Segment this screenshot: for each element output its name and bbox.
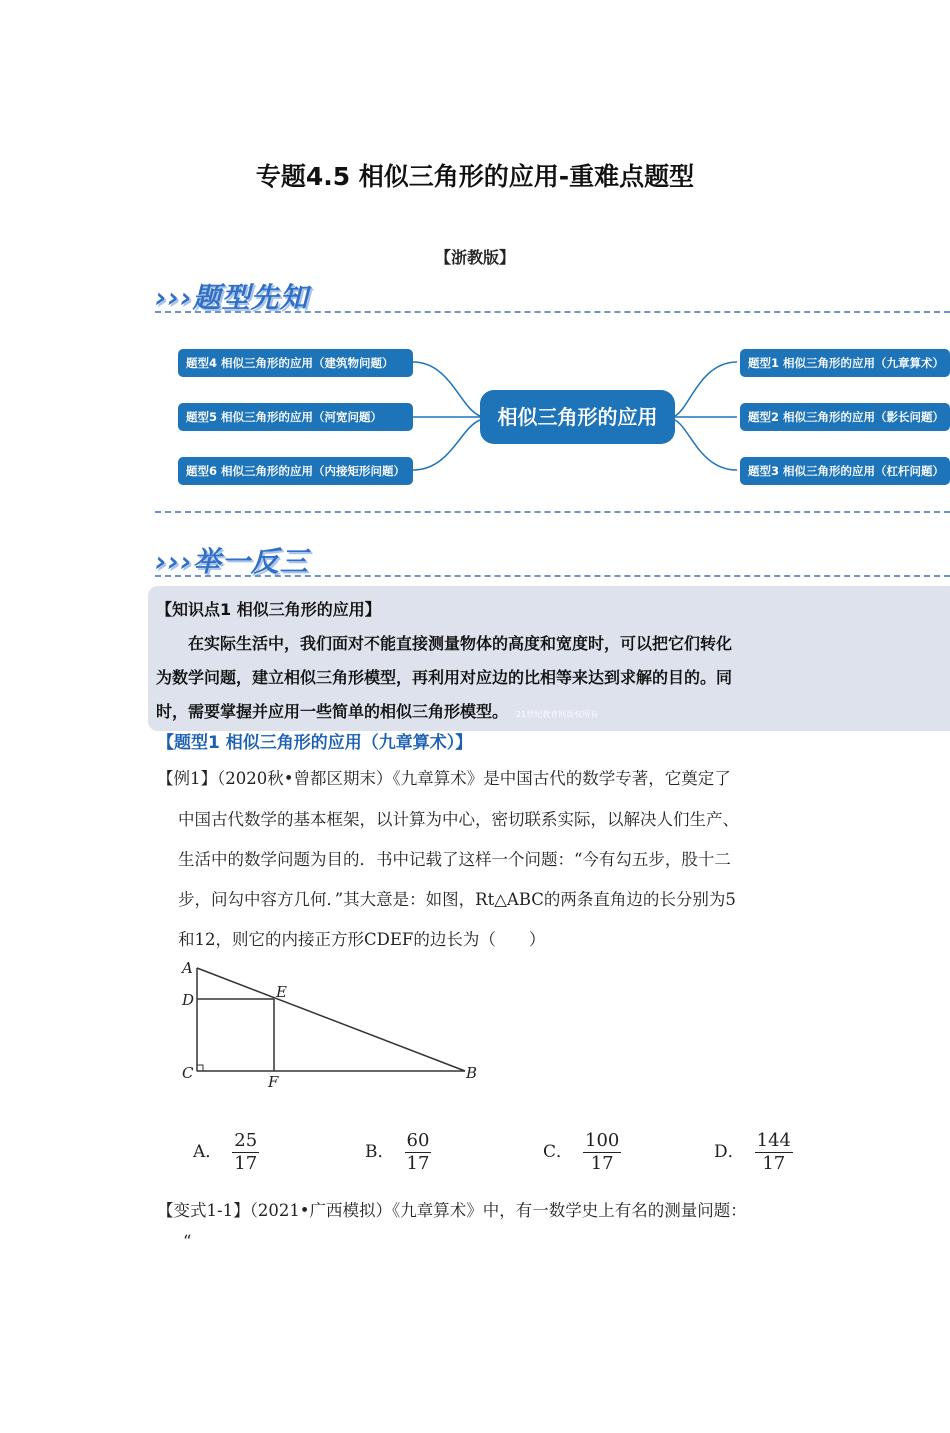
knowledge-line: 为数学问题，建立相似三角形模型，再利用对应边的比相等来达到求解的目的。同 <box>156 668 733 687</box>
fraction <box>755 1130 793 1175</box>
question-type-heading: 【题型1 相似三角形的应用（九章算术）】 <box>157 733 473 753</box>
page-title: 专题4.5 相似三角形的应用-重难点题型 <box>255 162 695 191</box>
banner-preview: ›››题型先知 <box>155 281 309 314</box>
denominator: 17 <box>762 1153 786 1174</box>
mindmap-node-type2: 题型2 相似三角形的应用（影长问题） <box>740 403 950 431</box>
mindmap-node-type5: 题型5 相似三角形的应用（河宽问题） <box>178 403 413 431</box>
option-label: A． <box>193 1142 223 1162</box>
option-c[interactable] <box>543 1130 621 1175</box>
mindmap-node-type6: 题型6 相似三角形的应用（内接矩形问题） <box>178 457 413 485</box>
variant-line: 【变式1-1】（2021•广西模拟）《九章算术》中，有一数学史上有名的测量问题： <box>157 1201 747 1220</box>
fraction <box>405 1130 432 1175</box>
label-b: B <box>466 1064 478 1082</box>
label-e: E <box>276 983 287 1001</box>
numerator: 25 <box>234 1130 258 1151</box>
example-line: 步，问勾中容方几何．”其大意是：如图，Rt△ABC的两条直角边的长分别为5 <box>178 890 736 909</box>
mindmap-node-type1: 题型1 相似三角形的应用（九章算术） <box>740 349 950 377</box>
triangle-figure <box>170 955 500 1095</box>
option-b[interactable] <box>365 1130 431 1175</box>
numerator: 60 <box>406 1130 430 1151</box>
label-d: D <box>182 991 195 1009</box>
numerator: 100 <box>585 1130 620 1151</box>
label-c: C <box>182 1064 194 1082</box>
label-a: A <box>182 959 193 977</box>
knowledge-line-text: 时，需要掌握并应用一些简单的相似三角形模型。 <box>156 702 509 721</box>
option-label: B． <box>365 1142 395 1162</box>
divider <box>155 511 950 513</box>
denominator: 17 <box>406 1153 430 1174</box>
denominator: 17 <box>234 1153 258 1174</box>
mindmap-center: 相似三角形的应用 <box>480 390 675 444</box>
divider <box>155 311 950 313</box>
mind-map <box>150 338 950 498</box>
fraction <box>232 1130 259 1175</box>
divider <box>155 575 950 577</box>
option-label: D． <box>714 1142 745 1162</box>
denominator: 17 <box>590 1153 614 1174</box>
numerator: 144 <box>756 1130 791 1151</box>
right-angle-mark <box>197 1065 203 1071</box>
edition-label: 【浙教版】 <box>434 248 515 267</box>
knowledge-heading: 【知识点1 相似三角形的应用】 <box>156 600 381 619</box>
option-d[interactable] <box>714 1130 793 1175</box>
watermark: 21世纪教育网版权所有 <box>516 710 599 719</box>
option-label: C． <box>543 1142 574 1162</box>
variant-continuation: “ <box>183 1232 192 1251</box>
option-a[interactable] <box>193 1130 259 1175</box>
knowledge-line <box>156 699 598 722</box>
hypotenuse-ab <box>197 968 465 1071</box>
example-line: 和12，则它的内接正方形CDEF的边长为（ ） <box>178 930 546 949</box>
fraction <box>583 1130 621 1175</box>
mindmap-node-type3: 题型3 相似三角形的应用（杠杆问题） <box>740 457 950 485</box>
label-f: F <box>268 1073 279 1091</box>
example-line: 中国古代数学的基本框架，以计算为中心，密切联系实际，以解决人们生产、 <box>178 810 739 829</box>
banner-examples: ›››举一反三 <box>155 545 309 578</box>
knowledge-line: 在实际生活中，我们面对不能直接测量物体的高度和宽度时，可以把它们转化 <box>188 634 733 653</box>
example-line: 【例1】（2020秋•曾都区期末）《九章算术》是中国古代的数学专著，它奠定了 <box>157 769 731 788</box>
example-line: 生活中的数学问题为目的．书中记载了这样一个问题：“今有勾五步，股十二 <box>178 850 731 869</box>
mindmap-node-type4: 题型4 相似三角形的应用（建筑物问题） <box>178 349 413 377</box>
knowledge-box <box>148 586 950 731</box>
